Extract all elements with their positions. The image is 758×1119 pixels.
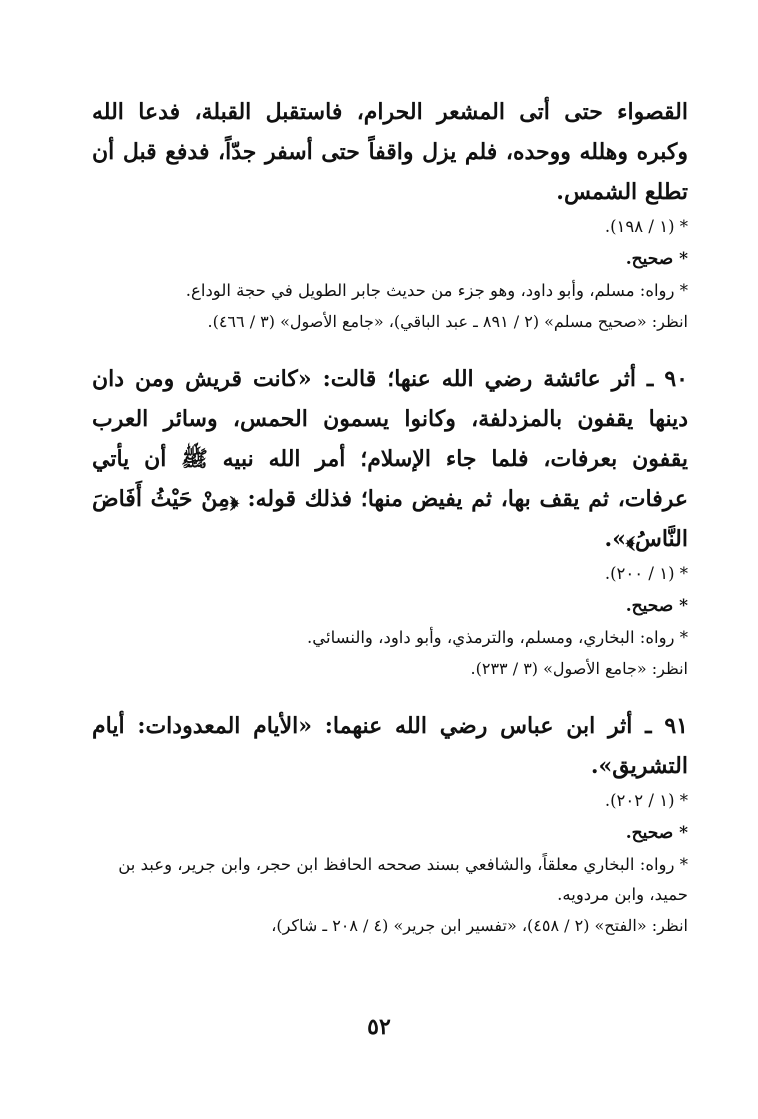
entry-89-continuation: [92, 92, 688, 337]
narrators-note: * رواه: البخاري معلقاً، والشافعي بسند صححه الحافظ ابن حجر، وابن جرير، وعبد بن حميد، وابن مردويه.: [118, 855, 688, 904]
volume-reference: * (١ / ١٩٨).: [604, 217, 688, 236]
sources-note: انظر: «جامع الأصول» (٣ / ٢٣٣).: [470, 659, 688, 678]
hadith-text: ٩٠ ـ أثر عائشة رضي الله عنها؛ قالت: «كانت قريش ومن دان دينها يقفون بالمزدلفة، وكانوا يسمون الحمس، وسائر العرب يقفون بعرفات، فلما جاء الإسلام؛ أمر الله نبيه ﷺ أن يأتي عرفات، ثم يقف بها، ثم يفيض منها؛ فذلك قوله: ﴿مِنْ حَيْثُ أَفَاضَ النَّاسُ﴾».: [92, 366, 688, 552]
hadith-text: ٩١ ـ أثر ابن عباس رضي الله عنهما: «الأيام المعدودات: أيام التشريق».: [92, 713, 688, 779]
volume-reference: * (١ / ٢٠٢).: [604, 791, 688, 810]
entry-91: [92, 706, 688, 941]
narrators-note: * رواه: البخاري، ومسلم، والترمذي، وأبو داود، والنسائي.: [307, 628, 688, 647]
grade-label: * صحيح.: [625, 823, 688, 843]
grade-label: * صحيح.: [625, 596, 688, 616]
entry-90: [92, 359, 688, 684]
volume-reference: * (١ / ٢٠٠).: [604, 564, 688, 583]
page-number: ٥٢: [367, 1014, 391, 1040]
grade-label: * صحيح.: [625, 249, 688, 269]
sources-note: انظر: «صحيح مسلم» (٢ / ٨٩١ ـ عبد الباقي)، «جامع الأصول» (٣ / ٤٦٦).: [207, 312, 688, 331]
hadith-text: القصواء حتى أتى المشعر الحرام، فاستقبل القبلة، فدعا الله وكبره وهلله ووحده، فلم يزل واقفاً حتى أسفر جدّاً، فدفع قبل أن تطلع الشمس.: [92, 99, 688, 205]
narrators-note: * رواه: مسلم، وأبو داود، وهو جزء من حديث جابر الطويل في حجة الوداع.: [185, 281, 688, 300]
sources-note: انظر: «الفتح» (٢ / ٤٥٨)، «تفسير ابن جرير» (٤ / ٢٠٨ ـ شاكر)،: [271, 916, 688, 935]
